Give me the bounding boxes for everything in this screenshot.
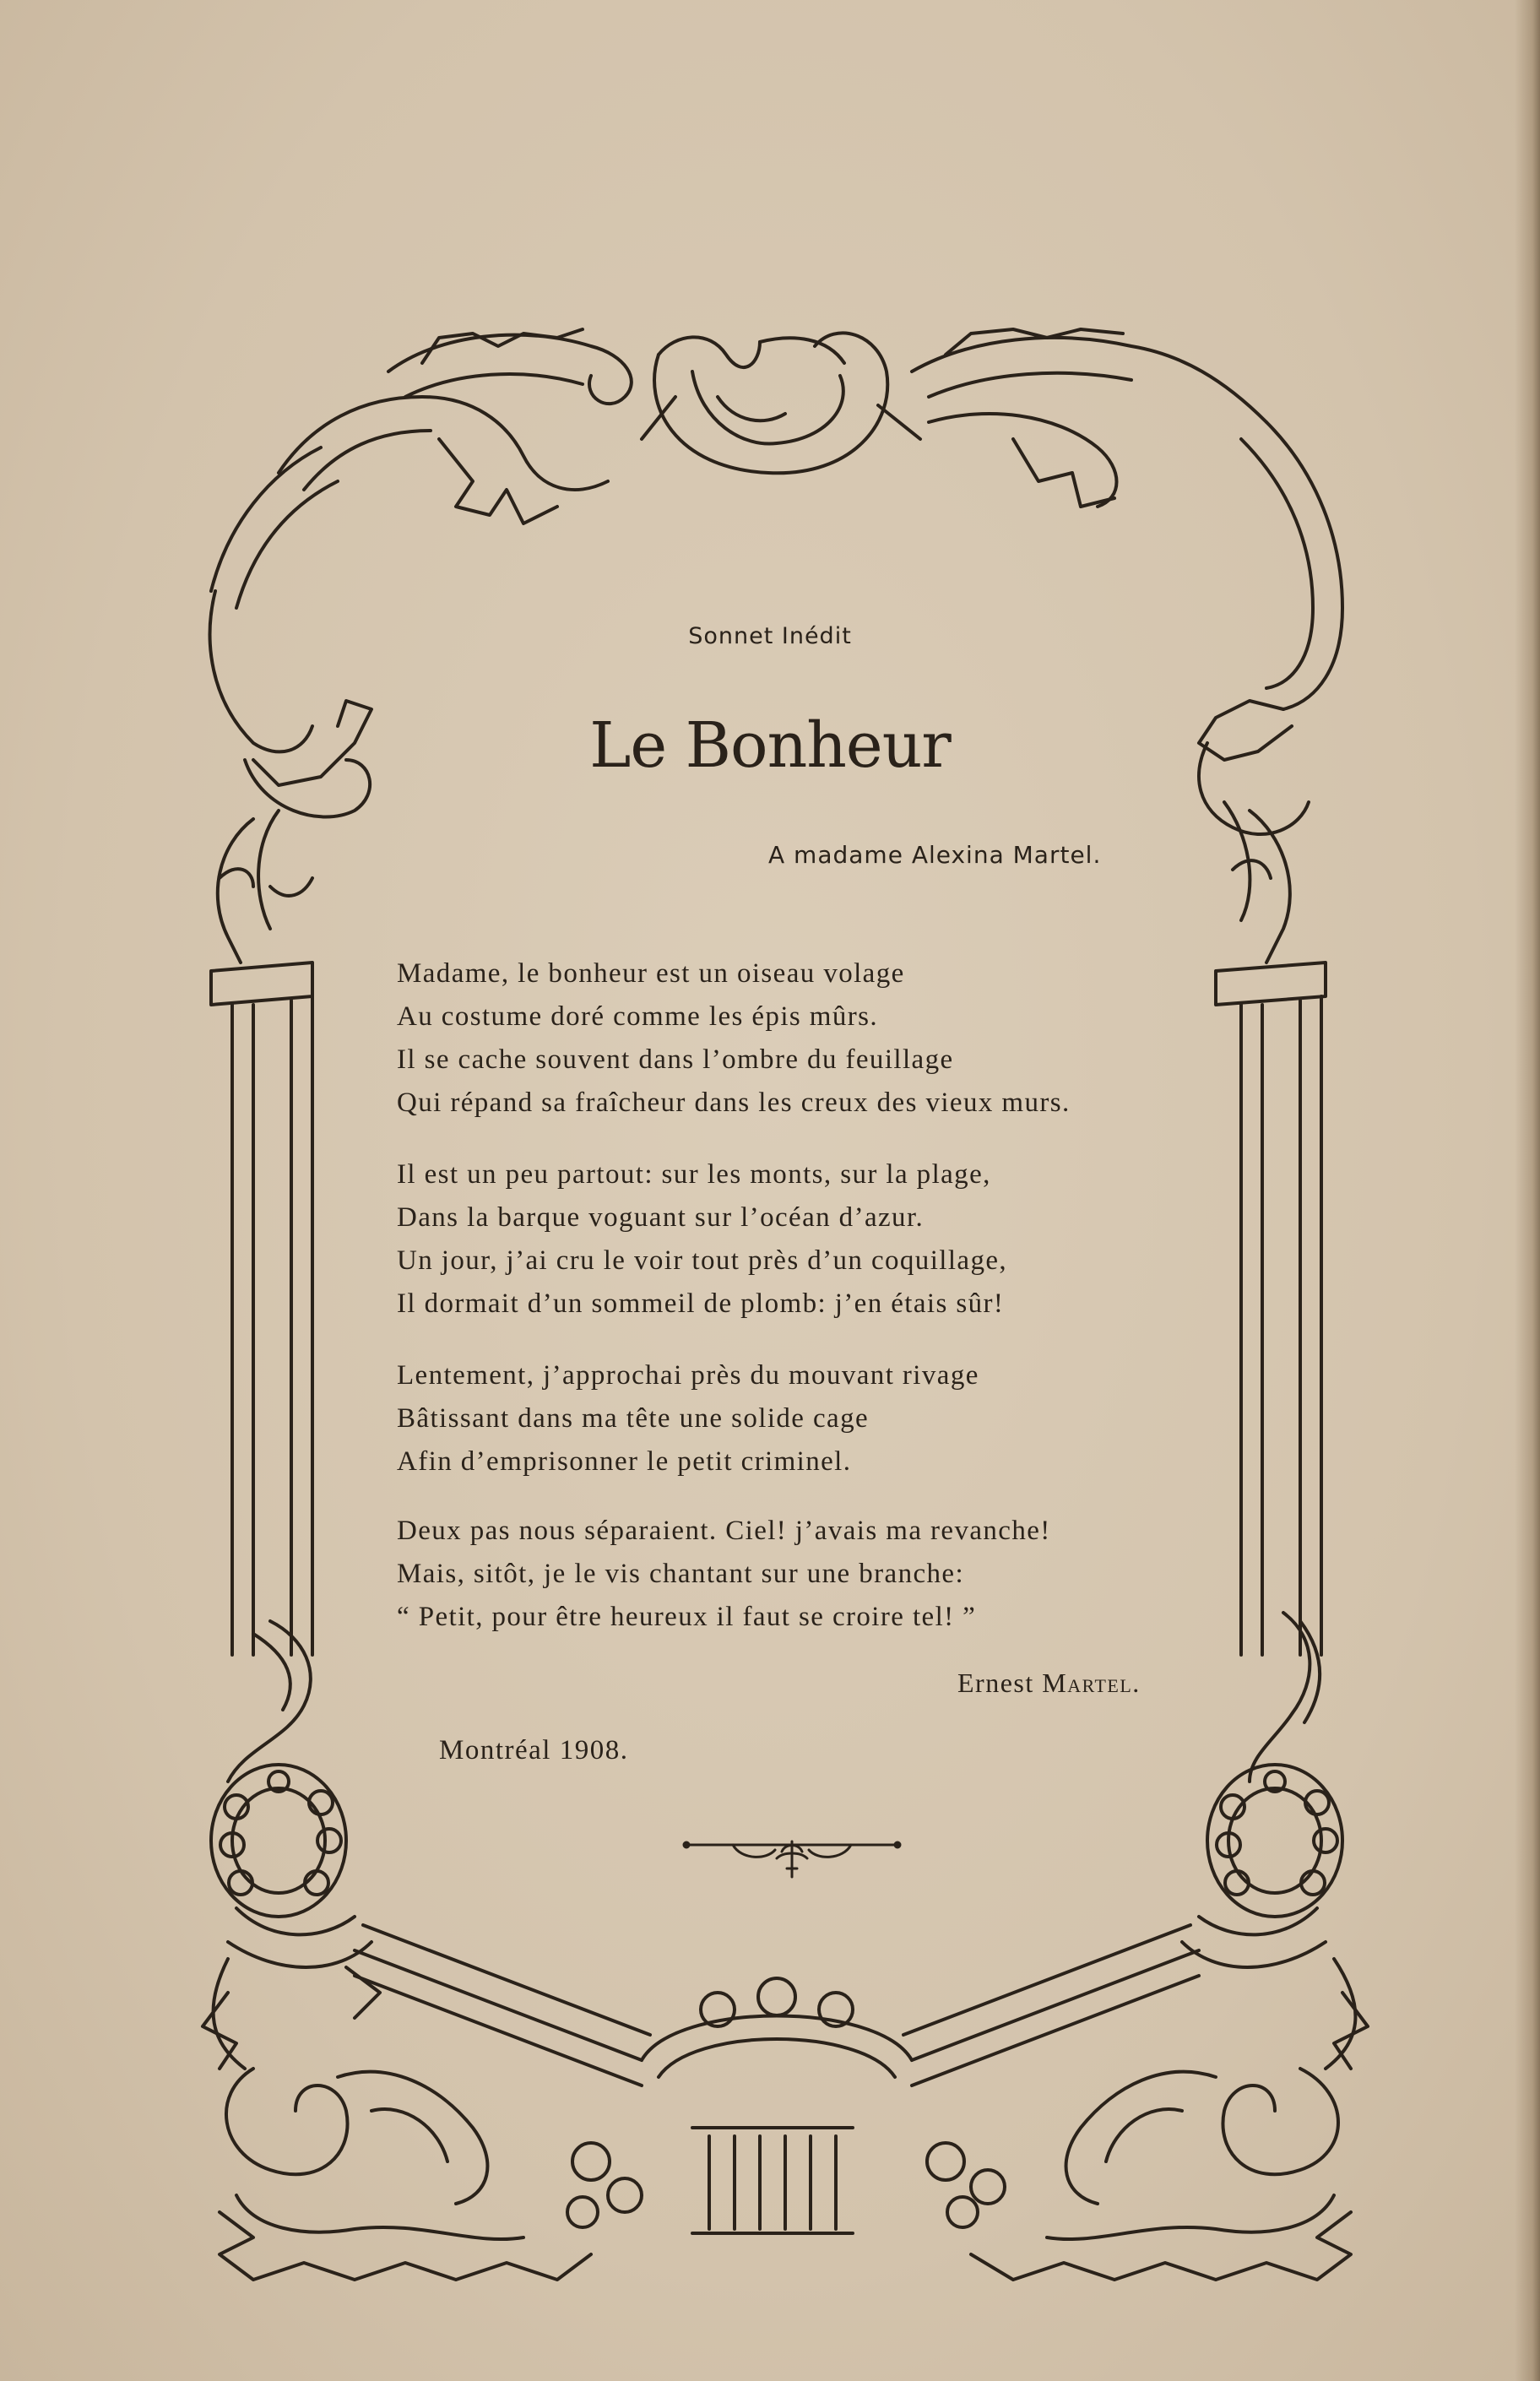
poem-line: Mais, sitôt, je le vis chantant sur une branche: <box>397 1559 965 1589</box>
top-cartouche-icon <box>642 333 920 473</box>
poem-line: Qui répand sa fraîcheur dans les creux des vieux murs. <box>397 1087 1071 1118</box>
poem-line: Il est un peu partout: sur les monts, sur la plage, <box>397 1159 991 1190</box>
stanza-3 <box>397 1354 979 1483</box>
stanza-2 <box>397 1153 1007 1326</box>
poem-signature <box>957 1668 1141 1699</box>
place-date: Montréal 1908. <box>439 1735 629 1765</box>
poem-dedication: A madame Alexina Martel. <box>768 841 1102 869</box>
left-rose-garland-icon <box>211 1765 371 1967</box>
poem-line: Lentement, j’approchai près du mouvant rivage <box>397 1360 979 1391</box>
poem-line: Dans la barque voguant sur l’océan d’azur. <box>397 1202 925 1233</box>
signature-last-name: Martel. <box>1042 1668 1141 1698</box>
stanza-1 <box>397 952 1071 1125</box>
bottom-center-arch-icon <box>567 1978 1005 2233</box>
poem-line: Un jour, j’ai cru le voir tout près d’un coquillage, <box>397 1245 1008 1276</box>
poem-line: “ Petit, pour être heureux il faut se croire tel! ” <box>397 1602 977 1632</box>
center-tailpiece-icon <box>682 1826 902 1885</box>
right-rose-garland-icon <box>1182 1765 1342 1967</box>
poem-line: Afin d’emprisonner le petit criminel. <box>397 1446 852 1477</box>
poem-line: Au costume doré comme les épis mûrs. <box>397 1001 879 1032</box>
right-column-ornament <box>1216 802 1326 1655</box>
sonnet-header-label: Sonnet Inédit <box>688 623 852 649</box>
stanza-4 <box>397 1510 1051 1639</box>
bottom-left-leaf-scroll-icon <box>203 1959 591 2280</box>
bottom-right-leaf-scroll-icon <box>971 1959 1368 2280</box>
poem-line: Il se cache souvent dans l’ombre du feuillage <box>397 1044 954 1075</box>
poem-line: Madame, le bonheur est un oiseau volage <box>397 958 905 989</box>
signature-first-name: Ernest <box>957 1668 1034 1698</box>
poem-title: Le Bonheur <box>589 709 951 782</box>
diagonal-bar-ornament <box>355 1925 1199 2085</box>
poem-line: Bâtissant dans ma tête une solide cage <box>397 1403 870 1434</box>
poem-line: Deux pas nous séparaient. Ciel! j’avais ma revanche! <box>397 1516 1051 1546</box>
poem-line: Il dormait d’un sommeil de plomb: j’en étais sûr! <box>397 1288 1005 1319</box>
left-column-ornament <box>211 811 312 1655</box>
